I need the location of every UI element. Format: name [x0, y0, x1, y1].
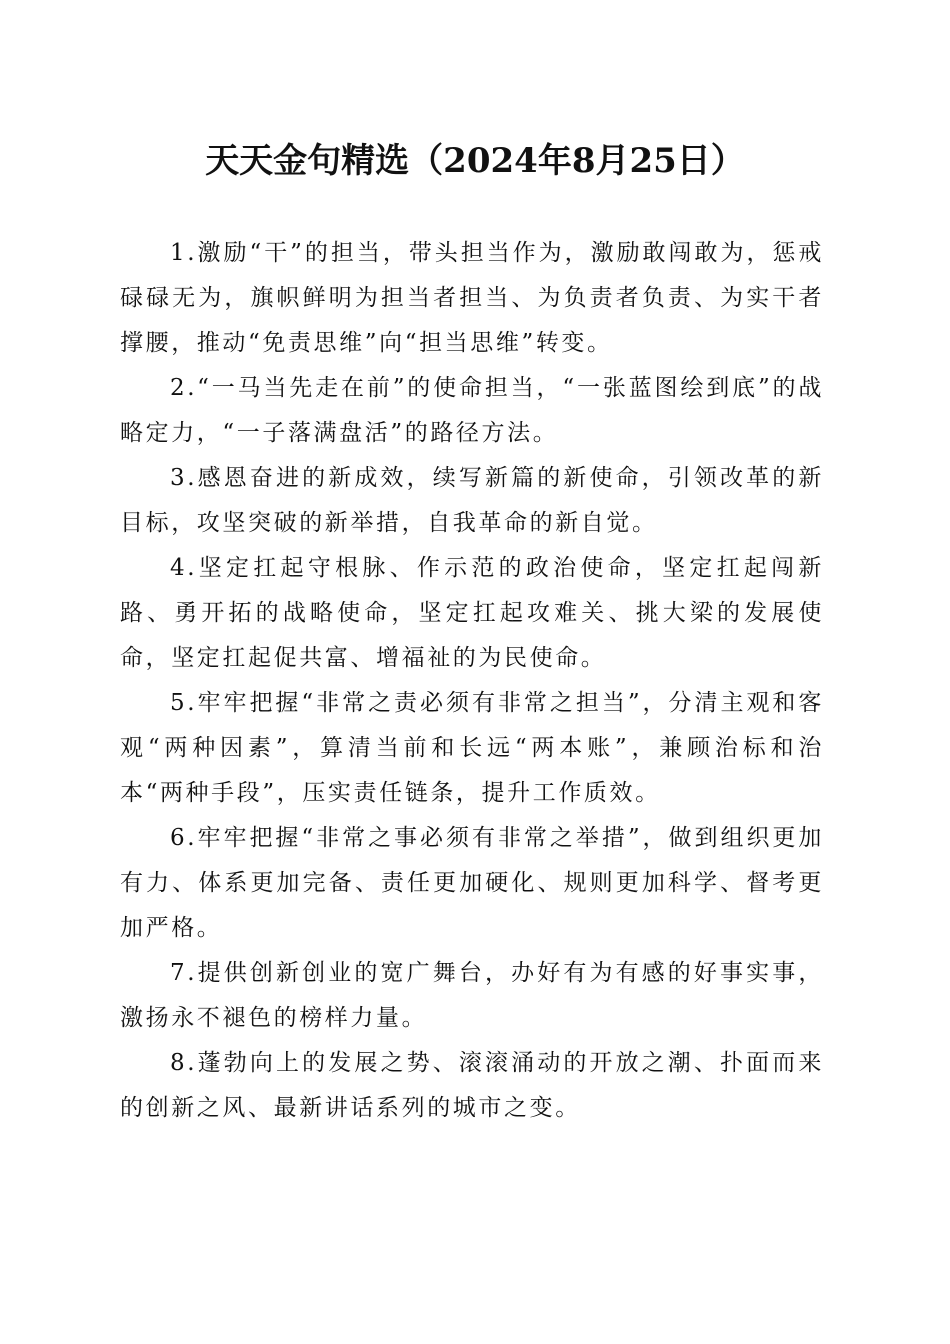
paragraph-5: 5.牢牢把握“非常之责必须有非常之担当”，分清主观和客观“两种因素”，算清当前和长远“两本账”，兼顾治标和治本“两种手段”，压实责任链条，提升工作质效。 — [120, 690, 824, 806]
paragraph-1: 1.激励“干”的担当，带头担当作为，激励敢闯敢为，惩戒碌碌无为，旗帜鲜明为担当者担当、为负责者负责、为实干者撑腰，推动“免责思维”向“担当思维”转变。 — [120, 240, 824, 356]
paragraph-4: 4.坚定扛起守根脉、作示范的政治使命，坚定扛起闯新路、勇开拓的战略使命，坚定扛起攻难关、挑大梁的发展使命，坚定扛起促共富、增福祉的为民使命。 — [120, 555, 824, 671]
paragraph-2: 2.“一马当先走在前”的使命担当，“一张蓝图绘到底”的战略定力，“一子落满盘活”的路径方法。 — [120, 375, 824, 446]
document-body — [120, 231, 824, 1131]
paragraph-3: 3.感恩奋进的新成效，续写新篇的新使命，引领改革的新目标，攻坚突破的新举措，自我革命的新自觉。 — [120, 465, 824, 536]
paragraph-7: 7.提供创新创业的宽广舞台，办好有为有感的好事实事，激扬永不褪色的榜样力量。 — [120, 960, 824, 1031]
document-title: 天天金句精选（2024年8月25日） — [205, 141, 745, 181]
paragraph-8: 8.蓬勃向上的发展之势、滚滚涌动的开放之潮、扑面而来的创新之风、最新讲话系列的城市之变。 — [120, 1050, 824, 1121]
paragraph-6: 6.牢牢把握“非常之事必须有非常之举措”，做到组织更加有力、体系更加完备、责任更加硬化、规则更加科学、督考更加严格。 — [120, 825, 824, 941]
